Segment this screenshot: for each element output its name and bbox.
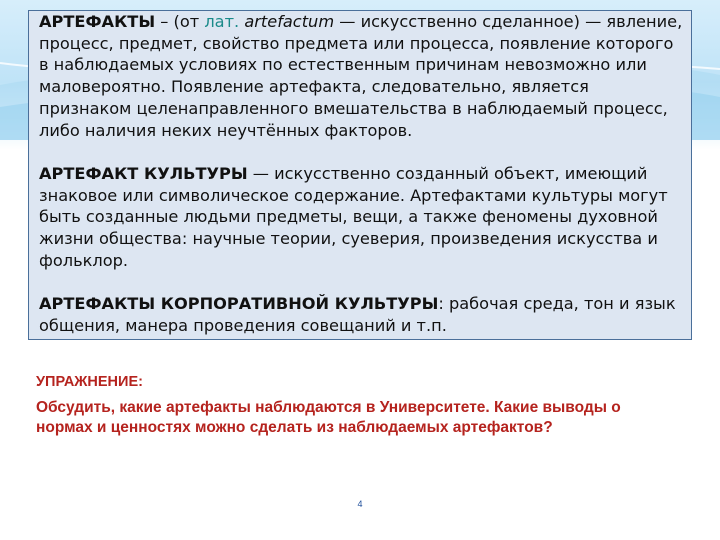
paragraph-gap [39,271,683,293]
corporate-artifact-term: АРТЕФАКТЫ КОРПОРАТИВНОЙ КУЛЬТУРЫ [39,294,439,314]
latin-abbreviation: лат. [204,12,240,31]
artifact-term: АРТЕФАКТЫ [39,12,156,31]
exercise-block [36,372,656,438]
culture-artifact-term: АРТЕФАКТ КУЛЬТУРЫ [39,163,248,183]
culture-artifact-definition [39,163,683,272]
artifact-etymology-prefix: – (от [155,12,205,31]
page-number: 4 [357,499,363,509]
artifact-definition [39,11,683,141]
corporate-artifact-definition [39,293,683,336]
exercise-heading: УПРАЖНЕНИЕ: [36,374,143,390]
corporate-artifact-text: : рабочая среда, тон и язык общения, манера проведения совещаний и т.п. [39,294,676,335]
culture-artifact-text: — искусственно созданный объект, имеющий знаковое или символическое содержание. Артефактами культуры могут быть созданные людьми предметы, вещи, а также феномены духовной жизни общества: научные теории, суеверия, произведения искусства и фольклор. [39,163,668,270]
artifact-definition-text: — искусственно сделанное) — явление, процесс, предмет, свойство предмета или процесса, появление которого в наблюдаемых условиях по естественным причинам невозможно или маловероятно. Появление артефакта, следовательно, является признаком целенаправленного вмешательства в наблюдаемый процесс, либо наличия неких неучтённых факторов. [39,12,683,140]
paragraph-gap [39,141,683,163]
exercise-text: Обсудить, какие артефакты наблюдаются в Университете. Какие выводы о нормах и ценностях можно сделать из наблюдаемых артефактов? [36,399,621,436]
latin-word: artefactum [244,12,335,31]
definitions-box [28,10,692,340]
